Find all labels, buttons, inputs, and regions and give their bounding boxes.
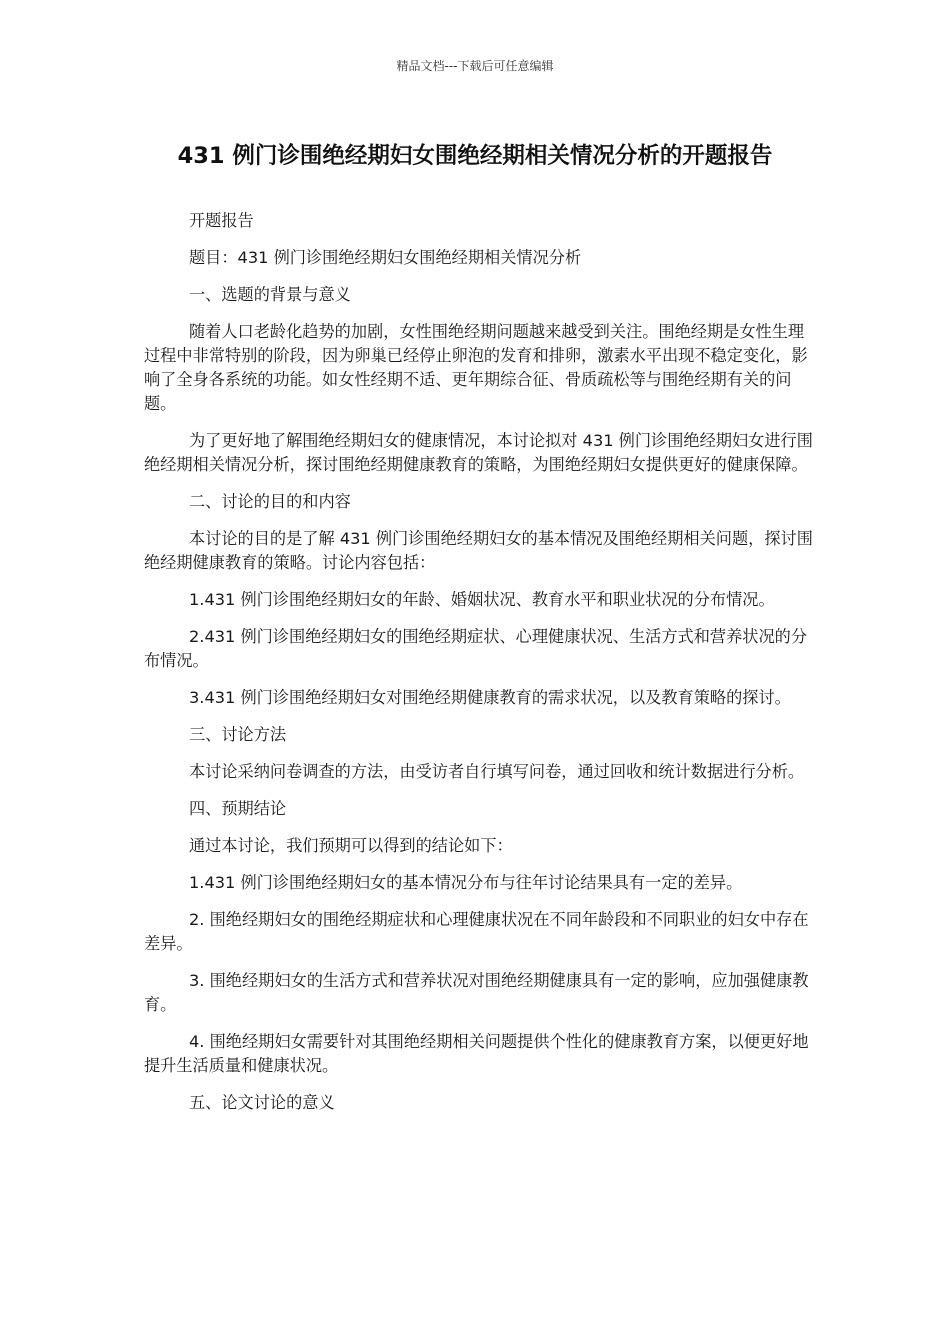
list-item-conclusion-3: 3. 围绝经期妇女的生活方式和营养状况对围绝经期健康具有一定的影响，应加强健康教育。 [144, 971, 809, 1014]
paragraph-report-label: 开题报告 [189, 211, 254, 230]
paragraph-method: 本讨论采纳问卷调查的方法，由受访者自行填写问卷，通过回收和统计数据进行分析。 [189, 762, 805, 781]
list-item-content-1: 1.431 例门诊围绝经期妇女的年龄、婚姻状况、教育水平和职业状况的分布情况。 [189, 590, 775, 609]
document-title: 431 例门诊围绝经期妇女围绝经期相关情况分析的开题报告 [177, 143, 773, 169]
section-heading-method: 三、讨论方法 [189, 725, 287, 744]
document-body [144, 209, 816, 1128]
list-item-content-3: 3.431 例门诊围绝经期妇女对围绝经期健康教育的需求状况，以及教育策略的探讨。 [189, 688, 791, 707]
paragraph-background: 随着人口老龄化趋势的加剧，女性围绝经期问题越来越受到关注。围绝经期是女性生理过程中非常特别的阶段，因为卵巢已经停止卵泡的发育和排卵，激素水平出现不稳定变化，影响了全身各系统的功能。如女性经期不适、更年期综合征、骨质疏松等与围绝经期有关的问题。 [144, 322, 808, 413]
paragraph-purpose-intro: 为了更好地了解围绝经期妇女的健康情况，本讨论拟对 431 例门诊围绝经期妇女进行围绝经期相关情况分析，探讨围绝经期健康教育的策略，为围绝经期妇女提供更好的健康保障。 [144, 431, 813, 474]
section-heading-background: 一、选题的背景与意义 [189, 285, 351, 304]
list-item-conclusion-4: 4. 围绝经期妇女需要针对其围绝经期相关问题提供个性化的健康教育方案，以便更好地提升生活质量和健康状况。 [144, 1032, 809, 1075]
list-item-conclusion-2: 2. 围绝经期妇女的围绝经期症状和心理健康状况在不同年龄段和不同职业的妇女中存在差异。 [144, 910, 809, 953]
section-heading-expected: 四、预期结论 [189, 799, 287, 818]
section-heading-goals: 二、讨论的目的和内容 [189, 492, 351, 511]
list-item-content-2: 2.431 例门诊围绝经期妇女的围绝经期症状、心理健康状况、生活方式和营养状况的分布情况。 [144, 627, 808, 670]
paragraph-goals: 本讨论的目的是了解 431 例门诊围绝经期妇女的基本情况及围绝经期相关问题，探讨围绝经期健康教育的策略。讨论内容包括： [144, 529, 813, 572]
paragraph-expected-intro: 通过本讨论，我们预期可以得到的结论如下： [189, 836, 513, 855]
page-header-note: 精品文档---下载后可任意编辑 [396, 59, 554, 73]
paragraph-topic: 题目：431 例门诊围绝经期妇女围绝经期相关情况分析 [189, 248, 582, 267]
list-item-conclusion-1: 1.431 例门诊围绝经期妇女的基本情况分布与往年讨论结果具有一定的差异。 [189, 873, 743, 892]
section-heading-significance: 五、论文讨论的意义 [189, 1093, 335, 1112]
